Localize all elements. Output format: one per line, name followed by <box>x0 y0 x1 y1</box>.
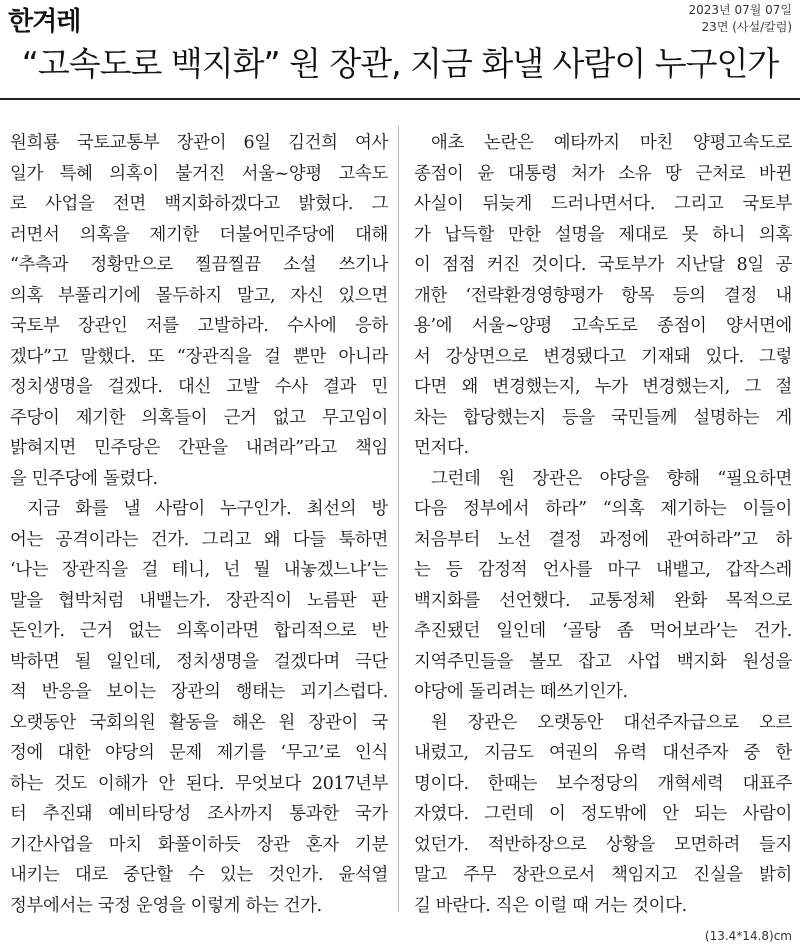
article-column-right <box>414 128 792 921</box>
article-line: 명이다. 한때는 보수정당의 개혁세력 대표주 <box>414 773 792 794</box>
article-line: 었던가. 적반하장으로 상황을 모면하려 들지 <box>414 834 792 855</box>
article-line: 종점이 윤 대통령 처가 소유 땅 근처로 바뀐 <box>414 163 792 184</box>
article-line: ‘나는 장관직을 걸 테니, 넌 뭘 내놓겠느냐’는 <box>10 560 388 580</box>
article-line: 하는 것도 이해가 안 된다. 무엇보다 2017년부 <box>10 773 388 794</box>
newspaper-logo: 한겨레 <box>8 7 81 37</box>
article-line: 로 사업을 전면 백지화하겠다고 밝혔다. 그 <box>10 194 388 214</box>
article-line: 내키는 대로 중단할 수 있는 것인가. 윤석열 <box>10 865 388 885</box>
publication-date: 2023년 07월 07일 <box>688 3 792 17</box>
article-column-left <box>10 128 388 921</box>
article-line: 야당에 돌리려는 떼쓰기인가. <box>414 682 628 702</box>
publication-meta <box>689 2 792 36</box>
article-line: 지역주민들을 볼모 잡고 사업 백지화 원성을 <box>414 651 792 672</box>
article-line: 는 등 감정적 언사를 마구 내뱉고, 갑작스레 <box>414 560 792 580</box>
article-line: 박하면 될 일인데, 정치생명을 걸겠다며 극단 <box>10 651 388 672</box>
article-line: 길 바란다. 직은 이럴 때 거는 것이다. <box>414 895 687 916</box>
article-line: 내렸고, 지금도 여권의 유력 대선주자 중 한 <box>414 743 792 763</box>
article-line: 기간사업을 마치 화풀이하듯 장관 혼자 기분 <box>10 834 388 855</box>
article-line: 말고 주무 장관으로서 책임지고 진실을 밝히 <box>414 865 792 885</box>
article-line: 어는 공격이라는 건가. 그리고 왜 다들 툭하면 <box>10 529 388 550</box>
article-line: 가 납득할 만한 설명을 제대로 못 하니 의혹 <box>414 224 792 245</box>
article-line: 정에 대한 야당의 문제 제기를 ‘무고’로 인식 <box>10 743 388 763</box>
article-line: 서 강상면으로 변경됐다고 기재돼 있다. 그렇 <box>414 346 792 367</box>
article-line: “추측과 정황만으로 찔끔찔끔 소설 쓰기나 <box>10 255 388 275</box>
article-line: 애초 논란은 예타까지 마친 양평고속도로 <box>431 133 792 153</box>
article-line: 적 반응을 보이는 장관의 행태는 괴기스럽다. <box>10 682 388 702</box>
article-line: 겠다”고 말했다. 또 “장관직을 걸 뿐만 아니라 <box>10 346 388 367</box>
article-line: 원 장관은 오랫동안 대선주자급으로 오르 <box>431 712 792 733</box>
article-line: 정치생명을 걸겠다. 대신 고발 수사 결과 민 <box>10 377 388 397</box>
article-line: 오랫동안 국회의원 활동을 해온 원 장관이 국 <box>10 712 388 733</box>
article-line: 처음부터 노선 결정 과정에 관여하라”고 하 <box>414 529 792 550</box>
article-line: 정부에서는 국정 운영을 이렇게 하는 건가. <box>10 895 322 916</box>
article-line: 돈인가. 근거 없는 의혹이라면 합리적으로 반 <box>10 621 388 641</box>
article-line: 개한 ‘전략환경영향평가 항목 등의 결정 내 <box>414 285 792 306</box>
article-line: 터 추진돼 예비타당성 조사까지 통과한 국가 <box>10 804 388 824</box>
article-line: 그런데 원 장관은 야당을 향해 “필요하면 <box>431 468 792 489</box>
article-line: 주당이 제기한 의혹들이 근거 없고 무고임이 <box>10 407 388 428</box>
article-line: 자였다. 그런데 이 정도밖에 안 되는 사람이 <box>414 804 792 824</box>
article-line: 일가 특혜 의혹이 불거진 서울~양평 고속도 <box>10 163 388 184</box>
article-line: 먼저다. <box>414 438 469 458</box>
article-line: 말을 협박처럼 내뱉는가. 장관직이 노름판 판 <box>10 590 388 611</box>
article-line: 러면서 의혹을 제기한 더불어민주당에 대해 <box>10 224 388 245</box>
page-section: 23면 (사설/칼럼) <box>701 20 792 34</box>
article-line: 이 점점 커진 것이다. 국토부가 지난달 8일 공 <box>414 255 792 275</box>
article-line: 차는 합당했는지 등을 국민들께 설명하는 게 <box>414 407 792 428</box>
article-line: 다면 왜 변경했는지, 누가 변경했는지, 그 절 <box>414 377 792 397</box>
article-line: 의혹 부풀리기에 몰두하지 말고, 자신 있으면 <box>10 285 388 306</box>
article-line: 지금 화를 낼 사람이 누구인가. 최선의 방 <box>27 499 388 519</box>
article-size-note: (13.4*14.8)cm <box>704 929 792 943</box>
article-line: 밝혀지면 민주당은 간판을 내려라”라고 책임 <box>10 438 388 458</box>
article-line: 사실이 뒤늦게 드러나면서다. 그리고 국토부 <box>414 194 792 214</box>
headline-rule <box>0 98 800 100</box>
article-line: 국토부 장관인 저를 고발하라. 수사에 응하 <box>10 316 388 336</box>
article-line: 백지화를 선언했다. 교통정체 완화 목적으로 <box>414 590 792 611</box>
article-line: 원희룡 국토교통부 장관이 6일 김건희 여사 <box>10 133 388 153</box>
article-line: 을 민주당에 돌렸다. <box>10 468 158 489</box>
column-divider <box>398 126 399 912</box>
article-line: 다음 정부에서 하라” “의혹 제기하는 이들이 <box>414 499 792 519</box>
article-line: 용’에 서울~양평 고속도로 종점이 양서면에 <box>414 316 792 336</box>
article-line: 추진됐던 일인데 ‘골탕 좀 먹어보라’는 건가. <box>414 621 792 641</box>
headline: “고속도로 백지화” 원 장관, 지금 화낼 사람이 누구인가 <box>21 44 779 83</box>
